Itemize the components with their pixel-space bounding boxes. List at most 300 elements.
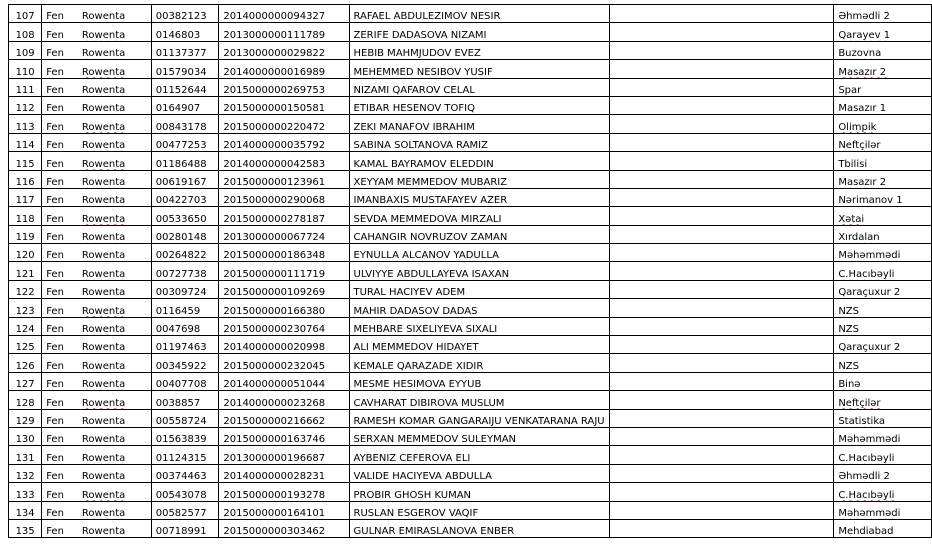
code-cell[interactable]: 01186488: [151, 152, 219, 170]
location-cell[interactable]: [834, 427, 932, 445]
product-type: Fen: [46, 415, 64, 427]
empty-cell[interactable]: [609, 78, 834, 96]
empty-cell[interactable]: [609, 188, 834, 206]
product-type: Fen: [46, 11, 64, 23]
product-cell[interactable]: [42, 60, 152, 78]
table-body: [9, 5, 932, 538]
code-cell[interactable]: 00264822: [151, 244, 219, 262]
product-brand: Rowenta: [81, 11, 126, 23]
product-cell[interactable]: [42, 280, 152, 298]
product-type: Fen: [46, 195, 64, 207]
id-cell[interactable]: 2015000000186348: [219, 244, 349, 262]
code-cell[interactable]: 00843178: [151, 115, 219, 133]
code-cell[interactable]: 0146803: [151, 23, 219, 41]
location-cell[interactable]: [834, 317, 932, 335]
product-cell[interactable]: [42, 427, 152, 445]
location-cell[interactable]: [834, 96, 932, 114]
location-cell[interactable]: [834, 41, 932, 59]
product-cell[interactable]: [42, 152, 152, 170]
row-number-cell[interactable]: 121: [9, 262, 42, 280]
product-type: Fen: [46, 29, 64, 41]
empty-cell[interactable]: [609, 464, 834, 482]
id-cell[interactable]: 2013000000067724: [219, 225, 349, 243]
product-cell[interactable]: [42, 170, 152, 188]
table-row: [9, 41, 932, 59]
empty-cell[interactable]: [609, 262, 834, 280]
location-cell[interactable]: [834, 299, 932, 317]
location-cell[interactable]: [834, 464, 932, 482]
name-cell[interactable]: TURAL HACIYEV ADEM: [349, 280, 609, 298]
name-cell[interactable]: XEYYAM MEMMEDOV MUBARIZ: [349, 170, 609, 188]
empty-cell[interactable]: [609, 280, 834, 298]
product-brand: Rowenta: [81, 268, 126, 280]
product-brand: Rowenta: [81, 471, 126, 483]
table-row: [9, 317, 932, 335]
table-row: [9, 391, 932, 409]
product-cell[interactable]: [42, 78, 152, 96]
location-cell[interactable]: [834, 244, 932, 262]
id-cell[interactable]: 2015000000109269: [219, 280, 349, 298]
id-cell[interactable]: 2014000000094327: [219, 5, 349, 23]
code-cell[interactable]: 00727738: [151, 262, 219, 280]
location-cell[interactable]: [834, 519, 932, 537]
location-cell[interactable]: [834, 23, 932, 41]
id-cell[interactable]: 2014000000016989: [219, 60, 349, 78]
product-type: Fen: [46, 213, 64, 225]
name-cell[interactable]: SEVDA MEMMEDOVA MIRZALI: [349, 207, 609, 225]
location-cell[interactable]: [834, 483, 932, 501]
product-cell[interactable]: [42, 133, 152, 151]
empty-cell[interactable]: [609, 207, 834, 225]
name-cell[interactable]: RAMESH KOMAR GANGARAIJU VENKATARANA RAJU: [349, 409, 609, 427]
name-cell[interactable]: KAMAL BAYRAMOV ELEDDIN: [349, 152, 609, 170]
location-cell[interactable]: [834, 391, 932, 409]
row-number-cell[interactable]: 115: [9, 152, 42, 170]
row-number-cell[interactable]: 135: [9, 519, 42, 537]
row-number-cell[interactable]: 127: [9, 372, 42, 390]
table-row: [9, 207, 932, 225]
id-cell[interactable]: 2014000000042583: [219, 152, 349, 170]
row-number-cell[interactable]: 132: [9, 464, 42, 482]
code-cell[interactable]: 00422703: [151, 188, 219, 206]
product-cell[interactable]: [42, 483, 152, 501]
location-cell[interactable]: [834, 170, 932, 188]
product-brand: Rowenta: [81, 434, 126, 446]
product-type: Fen: [46, 250, 64, 262]
product-type: Fen: [46, 342, 64, 354]
location-text: Nərimanov 1: [838, 195, 903, 207]
location-text: NZS: [838, 324, 859, 336]
location-text: Əhmədli 2: [838, 11, 890, 23]
table-row: [9, 188, 932, 206]
location-cell[interactable]: [834, 372, 932, 390]
location-text: Qaraçuxur 2: [838, 287, 901, 299]
table-row: [9, 372, 932, 390]
code-cell[interactable]: 00558724: [151, 409, 219, 427]
product-brand: Rowenta: [81, 232, 126, 244]
location-cell[interactable]: [834, 5, 932, 23]
row-number-cell[interactable]: 126: [9, 354, 42, 372]
row-number-cell[interactable]: 110: [9, 60, 42, 78]
product-brand: Rowenta: [81, 342, 126, 354]
id-cell[interactable]: 2015000000163746: [219, 427, 349, 445]
table-row: [9, 60, 932, 78]
product-brand: Rowenta: [81, 507, 126, 519]
product-brand: Rowenta: [81, 379, 126, 391]
table-row: [9, 464, 932, 482]
id-cell[interactable]: 2013000000196687: [219, 446, 349, 464]
location-text: Mehdiabad: [838, 526, 894, 538]
product-cell[interactable]: [42, 262, 152, 280]
location-text: Qaraçuxur 2: [838, 342, 901, 354]
empty-cell[interactable]: [609, 391, 834, 409]
name-cell[interactable]: EYNULLA ALCANOV YADULLA: [349, 244, 609, 262]
product-type: Fen: [46, 471, 64, 483]
product-brand: Rowenta: [81, 360, 126, 372]
code-cell[interactable]: 01563839: [151, 427, 219, 445]
table-row: [9, 133, 932, 151]
code-cell[interactable]: 00309724: [151, 280, 219, 298]
id-cell[interactable]: 2015000000303462: [219, 519, 349, 537]
row-number-cell[interactable]: 113: [9, 115, 42, 133]
product-brand: Rowenta: [81, 287, 126, 299]
location-text: NZS: [838, 305, 859, 317]
name-cell[interactable]: HEBIB MAHMJUDOV EVEZ: [349, 41, 609, 59]
product-brand: Rowenta: [81, 158, 126, 170]
name-cell[interactable]: ULVIYYE ABDULLAYEVA ISAXAN: [349, 262, 609, 280]
table-row: [9, 299, 932, 317]
table-row: [9, 170, 932, 188]
row-number-cell[interactable]: 123: [9, 299, 42, 317]
id-cell[interactable]: 2014000000028231: [219, 464, 349, 482]
name-cell[interactable]: ALI MEMMEDOV HIDAYET: [349, 336, 609, 354]
location-cell[interactable]: [834, 446, 932, 464]
id-cell[interactable]: 2014000000023268: [219, 391, 349, 409]
id-cell[interactable]: 2015000000111719: [219, 262, 349, 280]
location-text: Məhəmmədi: [838, 250, 901, 262]
name-cell[interactable]: CAHANGIR NOVRUZOV ZAMAN: [349, 225, 609, 243]
location-cell[interactable]: [834, 152, 932, 170]
product-cell[interactable]: [42, 244, 152, 262]
row-number-cell[interactable]: 122: [9, 280, 42, 298]
empty-cell[interactable]: [609, 501, 834, 519]
product-cell[interactable]: [42, 409, 152, 427]
product-cell[interactable]: [42, 391, 152, 409]
name-cell[interactable]: GULNAR EMIRASLANOVA ENBER: [349, 519, 609, 537]
id-cell[interactable]: 2015000000220472: [219, 115, 349, 133]
table-row: [9, 262, 932, 280]
product-brand: Rowenta: [81, 140, 126, 152]
row-number-cell[interactable]: 130: [9, 427, 42, 445]
product-cell[interactable]: [42, 5, 152, 23]
location-cell[interactable]: [834, 262, 932, 280]
id-cell[interactable]: 2015000000123961: [219, 170, 349, 188]
name-cell[interactable]: CAVHARAT DIBIROVA MUSLUM: [349, 391, 609, 409]
code-cell[interactable]: 00533650: [151, 207, 219, 225]
location-cell[interactable]: [834, 60, 932, 78]
code-cell[interactable]: 01152644: [151, 78, 219, 96]
row-number-cell[interactable]: 120: [9, 244, 42, 262]
row-number-cell[interactable]: 128: [9, 391, 42, 409]
row-number-cell[interactable]: 111: [9, 78, 42, 96]
code-cell[interactable]: 00543078: [151, 483, 219, 501]
product-type: Fen: [46, 158, 64, 170]
empty-cell[interactable]: [609, 5, 834, 23]
product-type: Fen: [46, 379, 64, 391]
product-brand: Rowenta: [81, 305, 126, 317]
code-cell[interactable]: 0047698: [151, 317, 219, 335]
location-cell[interactable]: [834, 354, 932, 372]
row-number-cell[interactable]: 125: [9, 336, 42, 354]
row-number-cell[interactable]: 112: [9, 96, 42, 114]
location-cell[interactable]: [834, 78, 932, 96]
table-row: [9, 244, 932, 262]
product-type: Fen: [46, 103, 64, 115]
product-brand: Rowenta: [81, 84, 126, 96]
empty-cell[interactable]: [609, 23, 834, 41]
location-text: Tbilisi: [838, 158, 868, 170]
table-row: [9, 446, 932, 464]
name-cell[interactable]: AYBENIZ CEFEROVA ELI: [349, 446, 609, 464]
product-cell[interactable]: [42, 207, 152, 225]
code-cell[interactable]: 0116459: [151, 299, 219, 317]
location-text: Olimpik: [838, 121, 877, 133]
code-cell[interactable]: 00345922: [151, 354, 219, 372]
row-number-cell[interactable]: 124: [9, 317, 42, 335]
location-text: Masazır 2: [838, 66, 887, 78]
product-cell[interactable]: [42, 317, 152, 335]
product-type: Fen: [46, 140, 64, 152]
name-cell[interactable]: PROBIR GHOSH KUMAN: [349, 483, 609, 501]
name-cell[interactable]: MESME HESIMOVA EYYUB: [349, 372, 609, 390]
table-row: [9, 280, 932, 298]
product-cell[interactable]: [42, 41, 152, 59]
row-number-cell[interactable]: 134: [9, 501, 42, 519]
code-cell[interactable]: 00477253: [151, 133, 219, 151]
name-cell[interactable]: NIZAMI QAFAROV CELAL: [349, 78, 609, 96]
location-cell[interactable]: [834, 115, 932, 133]
table-row: [9, 519, 932, 537]
product-brand: Rowenta: [81, 489, 126, 501]
name-cell[interactable]: SERXAN MEMMEDOV SULEYMAN: [349, 427, 609, 445]
name-cell[interactable]: VALIDE HACIYEVA ABDULLA: [349, 464, 609, 482]
product-type: Fen: [46, 489, 64, 501]
product-type: Fen: [46, 324, 64, 336]
product-cell[interactable]: [42, 115, 152, 133]
location-text: Buzovna: [838, 48, 882, 60]
name-cell[interactable]: ETIBAR HESENOV TOFIQ: [349, 96, 609, 114]
empty-cell[interactable]: [609, 225, 834, 243]
product-brand: Rowenta: [81, 213, 126, 225]
table-row: [9, 409, 932, 427]
row-number-cell[interactable]: 119: [9, 225, 42, 243]
location-text: Xətai: [838, 213, 865, 225]
empty-cell[interactable]: [609, 483, 834, 501]
empty-cell[interactable]: [609, 336, 834, 354]
product-type: Fen: [46, 305, 64, 317]
id-cell[interactable]: 2014000000020998: [219, 336, 349, 354]
product-brand: Rowenta: [81, 324, 126, 336]
product-type: Fen: [46, 287, 64, 299]
id-cell[interactable]: 2015000000166380: [219, 299, 349, 317]
id-cell[interactable]: 2015000000164101: [219, 501, 349, 519]
row-number-cell[interactable]: 114: [9, 133, 42, 151]
code-cell[interactable]: 00619167: [151, 170, 219, 188]
code-cell[interactable]: 00718991: [151, 519, 219, 537]
product-cell[interactable]: [42, 446, 152, 464]
table-row: [9, 354, 932, 372]
code-cell[interactable]: 01137377: [151, 41, 219, 59]
table-row: [9, 152, 932, 170]
empty-cell[interactable]: [609, 354, 834, 372]
row-number-cell[interactable]: 117: [9, 188, 42, 206]
product-brand: Rowenta: [81, 526, 126, 538]
location-text: Xırdalan: [838, 232, 880, 244]
id-cell[interactable]: 2013000000029822: [219, 41, 349, 59]
product-cell[interactable]: [42, 299, 152, 317]
empty-cell[interactable]: [609, 299, 834, 317]
empty-cell[interactable]: [609, 446, 834, 464]
id-cell[interactable]: 2014000000035792: [219, 133, 349, 151]
code-cell[interactable]: 01579034: [151, 60, 219, 78]
table-row: [9, 96, 932, 114]
code-cell[interactable]: 00382123: [151, 5, 219, 23]
product-type: Fen: [46, 84, 64, 96]
row-number-cell[interactable]: 109: [9, 41, 42, 59]
id-cell[interactable]: 2015000000150581: [219, 96, 349, 114]
name-cell[interactable]: MEHBARE SIXELIYEVA SIXALI: [349, 317, 609, 335]
code-cell[interactable]: 00582577: [151, 501, 219, 519]
data-table: [8, 4, 932, 538]
product-brand: Rowenta: [81, 29, 126, 41]
empty-cell[interactable]: [609, 152, 834, 170]
table-row: [9, 115, 932, 133]
code-cell[interactable]: 01124315: [151, 446, 219, 464]
location-cell[interactable]: [834, 409, 932, 427]
name-cell[interactable]: KEMALE QARAZADE XIDIR: [349, 354, 609, 372]
location-cell[interactable]: [834, 280, 932, 298]
row-number-cell[interactable]: 131: [9, 446, 42, 464]
location-text: Məhəmmədi: [838, 507, 901, 519]
location-text: C.Hacıbəyli: [838, 268, 895, 280]
product-cell[interactable]: [42, 188, 152, 206]
product-brand: Rowenta: [81, 250, 126, 262]
location-text: Məhəmmədi: [838, 434, 901, 446]
row-number-cell[interactable]: 118: [9, 207, 42, 225]
location-text: Statistika: [838, 415, 886, 427]
name-cell[interactable]: MEHEMMED NESIBOV YUSIF: [349, 60, 609, 78]
id-cell[interactable]: 2014000000051044: [219, 372, 349, 390]
id-cell[interactable]: 2015000000269753: [219, 78, 349, 96]
empty-cell[interactable]: [609, 96, 834, 114]
location-cell[interactable]: [834, 207, 932, 225]
empty-cell[interactable]: [609, 115, 834, 133]
product-cell[interactable]: [42, 225, 152, 243]
location-cell[interactable]: [834, 188, 932, 206]
empty-cell[interactable]: [609, 427, 834, 445]
name-cell[interactable]: RAFAEL ABDULEZIMOV NESIR: [349, 5, 609, 23]
product-cell[interactable]: [42, 501, 152, 519]
empty-cell[interactable]: [609, 317, 834, 335]
row-number-cell[interactable]: 108: [9, 23, 42, 41]
name-cell[interactable]: SABINA SOLTANOVA RAMIZ: [349, 133, 609, 151]
product-cell[interactable]: [42, 23, 152, 41]
location-text: Spar: [838, 84, 862, 96]
product-cell[interactable]: [42, 336, 152, 354]
id-cell[interactable]: 2015000000230764: [219, 317, 349, 335]
empty-cell[interactable]: [609, 133, 834, 151]
id-cell[interactable]: 2015000000232045: [219, 354, 349, 372]
name-cell[interactable]: ZERIFE DADASOVA NIZAMI: [349, 23, 609, 41]
location-text: Neftçilər: [838, 140, 881, 152]
product-type: Fen: [46, 526, 64, 538]
row-number-cell[interactable]: 133: [9, 483, 42, 501]
product-brand: Rowenta: [81, 66, 126, 78]
empty-cell[interactable]: [609, 372, 834, 390]
product-type: Fen: [46, 48, 64, 60]
code-cell[interactable]: 01197463: [151, 336, 219, 354]
name-cell[interactable]: IMANBAXIS MUSTAFAYEV AZER: [349, 188, 609, 206]
product-cell[interactable]: [42, 519, 152, 537]
location-cell[interactable]: [834, 501, 932, 519]
code-cell[interactable]: 0038857: [151, 391, 219, 409]
location-text: Binə: [838, 379, 861, 391]
row-number-cell[interactable]: 116: [9, 170, 42, 188]
id-cell[interactable]: 2015000000193278: [219, 483, 349, 501]
product-cell[interactable]: [42, 464, 152, 482]
name-cell[interactable]: RUSLAN ESGEROV VAQIF: [349, 501, 609, 519]
id-cell[interactable]: 2013000000111789: [219, 23, 349, 41]
table-row: [9, 23, 932, 41]
code-cell[interactable]: 00407708: [151, 372, 219, 390]
product-type: Fen: [46, 452, 64, 464]
location-text: Əhmədli 2: [838, 471, 890, 483]
table-row: [9, 78, 932, 96]
id-cell[interactable]: 2015000000290068: [219, 188, 349, 206]
code-cell[interactable]: 0164907: [151, 96, 219, 114]
empty-cell[interactable]: [609, 60, 834, 78]
table-row: [9, 427, 932, 445]
location-text: NZS: [838, 360, 859, 372]
product-brand: Rowenta: [81, 397, 126, 409]
table-row: [9, 5, 932, 23]
location-cell[interactable]: [834, 336, 932, 354]
name-cell[interactable]: ZEKI MANAFOV IBRAHIM: [349, 115, 609, 133]
code-cell[interactable]: 00374463: [151, 464, 219, 482]
product-cell[interactable]: [42, 354, 152, 372]
product-cell[interactable]: [42, 372, 152, 390]
empty-cell[interactable]: [609, 519, 834, 537]
empty-cell[interactable]: [609, 409, 834, 427]
location-cell[interactable]: [834, 133, 932, 151]
id-cell[interactable]: 2015000000278187: [219, 207, 349, 225]
empty-cell[interactable]: [609, 244, 834, 262]
product-brand: Rowenta: [81, 176, 126, 188]
row-number-cell[interactable]: 129: [9, 409, 42, 427]
product-cell[interactable]: [42, 96, 152, 114]
table-row: [9, 336, 932, 354]
location-cell[interactable]: [834, 225, 932, 243]
product-brand: Rowenta: [81, 103, 126, 115]
empty-cell[interactable]: [609, 41, 834, 59]
id-cell[interactable]: 2015000000216662: [219, 409, 349, 427]
code-cell[interactable]: 00280148: [151, 225, 219, 243]
product-type: Fen: [46, 176, 64, 188]
row-number-cell[interactable]: 107: [9, 5, 42, 23]
location-text: Neftçilər: [838, 397, 881, 409]
empty-cell[interactable]: [609, 170, 834, 188]
name-cell[interactable]: MAHIR DADASOV DADAS: [349, 299, 609, 317]
